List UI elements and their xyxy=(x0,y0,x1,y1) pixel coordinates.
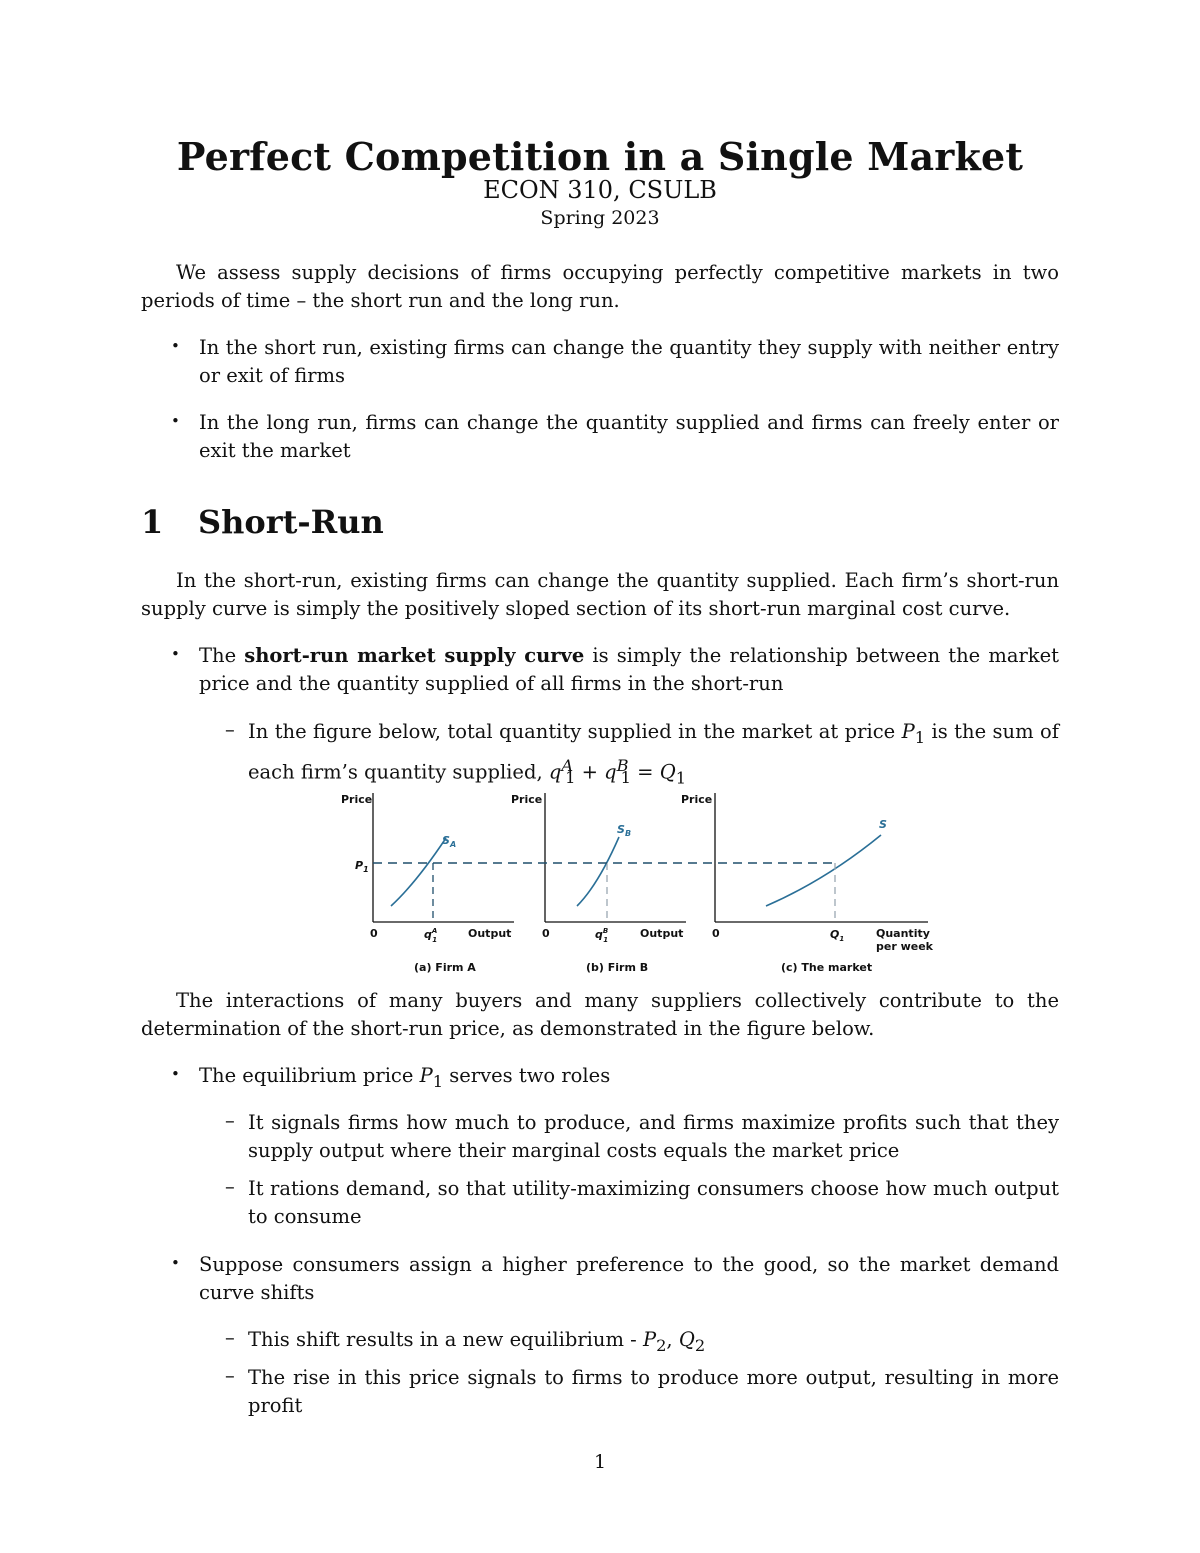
panel-b-origin: 0 xyxy=(542,927,550,940)
panel-a-origin: 0 xyxy=(370,927,378,940)
bullet-icon: • xyxy=(171,1065,180,1083)
supply-curve-bullet: The short-run market supply curve is simply the relationship between the market price and the quantity supplied of all firms in the short-run xyxy=(199,644,1059,695)
dash-icon: – xyxy=(225,1326,235,1349)
panel-a-price-label: Price xyxy=(341,793,373,806)
dash-icon: – xyxy=(225,1364,235,1387)
signal-sub-bullet: It signals firms how much to produce, and firms maximize profits such that they supply output where their marginal costs equals the market price xyxy=(248,1111,1059,1162)
course-subtitle: ECON 310, CSULB xyxy=(483,176,717,204)
panel-a-output-label: Output xyxy=(468,927,512,940)
intro-bullet-long-run: In the long run, firms can change the quantity supplied and firms can freely enter or exit the market xyxy=(199,411,1059,462)
section-number: 1 xyxy=(141,503,164,541)
panel-b-caption: (b) Firm B xyxy=(586,961,649,974)
bold-term: short-run market supply curve xyxy=(244,644,585,667)
dash-icon: – xyxy=(225,718,235,741)
panel-c-caption: (c) The market xyxy=(781,961,873,974)
panel-a-p1-label: $P_1$ xyxy=(355,859,369,874)
panel-c-q-label: $Q_1$ xyxy=(830,928,845,943)
preference-bullet: Suppose consumers assign a higher preference to the good, so the market demand curve shifts xyxy=(199,1253,1059,1304)
semester-date: Spring 2023 xyxy=(540,207,660,229)
panel-c-curve-label: S xyxy=(879,818,887,831)
panel-b-supply-curve xyxy=(577,837,619,906)
equilibrium-bullet: The equilibrium price $P_1$ serves two roles xyxy=(199,1064,611,1091)
panel-a-curve-label: $S_A$ xyxy=(442,834,457,849)
panel-b-price-label: Price xyxy=(511,793,543,806)
intro-bullet-short-run: In the short run, existing firms can change the quantity they supply with neither entry or exit of firms xyxy=(199,336,1059,387)
dash-icon: – xyxy=(225,1109,235,1132)
intro-paragraph: We assess supply decisions of firms occupying perfectly competitive markets in two periods of time – the short run and the long run. xyxy=(141,261,1059,312)
panel-b-curve-label: $S_B$ xyxy=(617,823,632,838)
supply-figure xyxy=(336,785,936,980)
section-title: Short-Run xyxy=(198,503,384,541)
panel-c-xlabel-2: per week xyxy=(876,940,933,953)
short-run-paragraph: In the short-run, existing firms can change the quantity supplied. Each firm’s short-run supply curve is simply the positively sloped section of its short-run marginal cost curve. xyxy=(141,569,1059,620)
dash-icon: – xyxy=(225,1175,235,1198)
new-equilibrium-sub-bullet: This shift results in a new equilibrium - $P_2$, $Q_2$ xyxy=(248,1328,706,1355)
bullet-icon: • xyxy=(171,412,180,430)
ration-sub-bullet: It rations demand, so that utility-maximizing consumers choose how much output to consume xyxy=(248,1177,1059,1228)
interactions-paragraph: The interactions of many buyers and many suppliers collectively contribute to the determination of the short-run price, as demonstrated in the figure below. xyxy=(141,989,1059,1040)
panel-c-origin: 0 xyxy=(712,927,720,940)
page-number: 1 xyxy=(593,1451,607,1473)
panel-b-q-label: $q^B$ 1 xyxy=(595,927,609,944)
panel-c-xlabel: Quantity xyxy=(876,927,930,940)
panel-c-supply-curve xyxy=(766,835,881,906)
panel-a-caption: (a) Firm A xyxy=(414,961,476,974)
document-title: Perfect Competition in a Single Market xyxy=(176,134,1024,179)
price-rise-sub-bullet: The rise in this price signals to firms to produce more output, resulting in more profit xyxy=(248,1366,1059,1417)
panel-b-output-label: Output xyxy=(640,927,684,940)
panel-a-q-label: $q^A$ 1 xyxy=(424,927,438,944)
section-heading xyxy=(141,503,384,541)
bullet-icon: • xyxy=(171,337,180,355)
figure-description-sub-bullet: In the figure below, total quantity supplied in the market at price $P_1$ is the sum of each firm’s quantity supplied, $q^A_1 + q^B_1 = Q_1$ xyxy=(248,720,1059,788)
bullet-icon: • xyxy=(171,645,180,663)
panel-c-price-label: Price xyxy=(681,793,713,806)
bullet-icon: • xyxy=(171,1254,180,1272)
panel-a-supply-curve xyxy=(391,838,446,906)
